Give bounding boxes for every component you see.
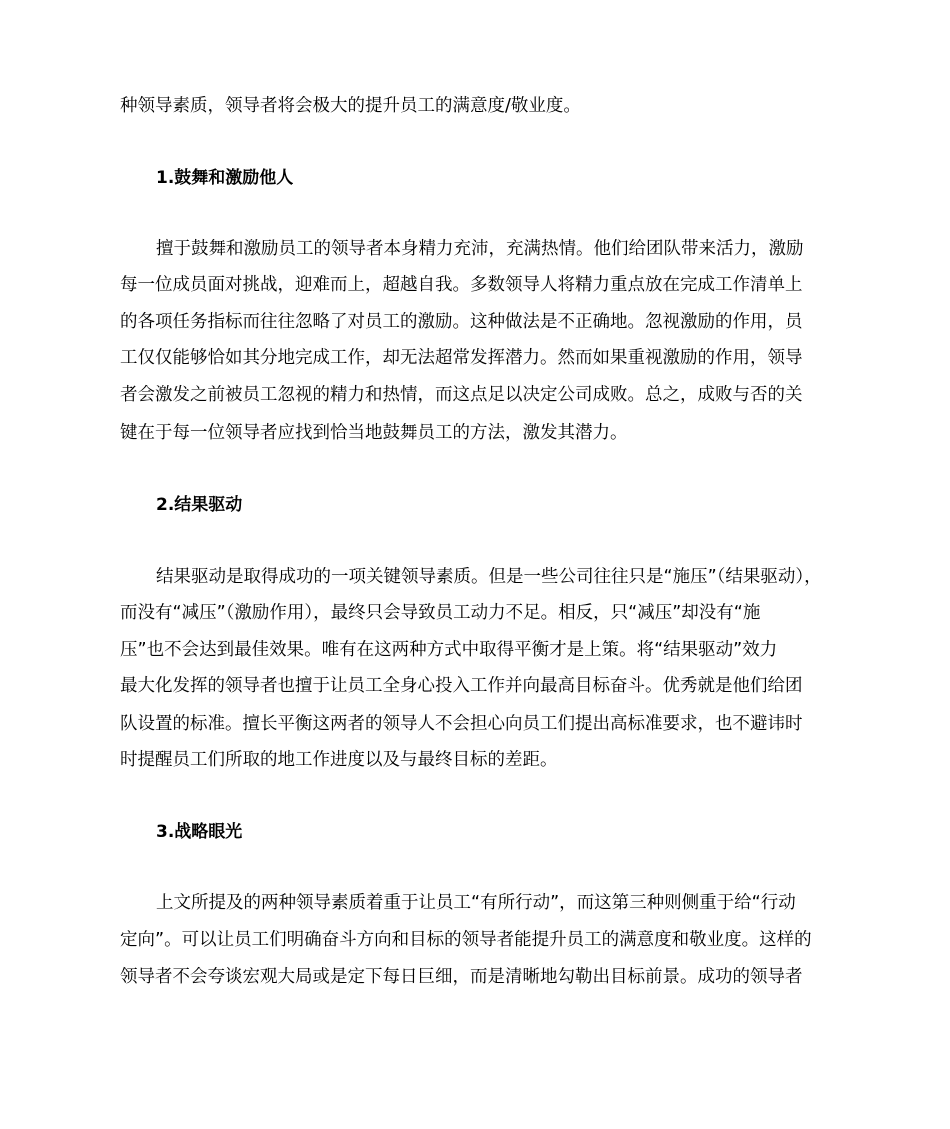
intro-line: 种领导素质，领导者将会极大的提升员工的满意度/敬业度。	[120, 96, 581, 116]
paragraph-line: 上文所提及的两种领导素质着重于让员工“有所行动”，而这第三种则侧重于给“行动	[156, 893, 796, 913]
paragraph-line: 领导者不会夸谈宏观大局或是定下每日巨细，而是清晰地勾勒出目标前景。成功的领导者	[120, 967, 803, 987]
paragraph-line: 时提醒员工们所取的地工作进度以及与最终目标的差距。	[120, 750, 558, 770]
section-heading-1: 1.鼓舞和激励他人	[156, 168, 294, 188]
paragraph-line: 压”也不会达到最佳效果。唯有在这两种方式中取得平衡才是上策。将“结果驱动”效力	[120, 640, 778, 660]
paragraph-line: 定向”。可以让员工们明确奋斗方向和目标的领导者能提升员工的满意度和敬业度。这样的	[120, 930, 812, 950]
paragraph-line: 擅于鼓舞和激励员工的领导者本身精力充沛，充满热情。他们给团队带来活力，激励	[156, 239, 804, 259]
paragraph-line: 的各项任务指标而往往忽略了对员工的激励。这种做法是不正确地。忽视激励的作用，员	[120, 312, 803, 332]
paragraph-line: 队设置的标准。擅长平衡这两者的领导人不会担心向员工们提出高标准要求，也不避讳时	[120, 714, 803, 734]
paragraph-line: 而没有“减压”（激励作用），最终只会导致员工动力不足。相反，只“减压”却没有“施	[120, 603, 761, 623]
paragraph-line: 结果驱动是取得成功的一项关键领导素质。但是一些公司往往只是“施压”（结果驱动），	[156, 567, 822, 587]
paragraph-line: 每一位成员面对挑战，迎难而上，超越自我。多数领导人将精力重点放在完成工作清单上	[120, 275, 803, 295]
paragraph-line: 键在于每一位领导者应找到恰当地鼓舞员工的方法，激发其潜力。	[120, 423, 628, 443]
section-heading-3: 3.战略眼光	[156, 822, 243, 842]
section-heading-2: 2.结果驱动	[156, 495, 243, 515]
paragraph-line: 工仅仅能够恰如其分地完成工作，却无法超常发挥潜力。然而如果重视激励的作用，领导	[120, 348, 803, 368]
paragraph-line: 者会激发之前被员工忽视的精力和热情，而这点足以决定公司成败。总之，成败与否的关	[120, 385, 803, 405]
paragraph-line: 最大化发挥的领导者也擅于让员工全身心投入工作并向最高目标奋斗。优秀就是他们给团	[120, 676, 803, 696]
